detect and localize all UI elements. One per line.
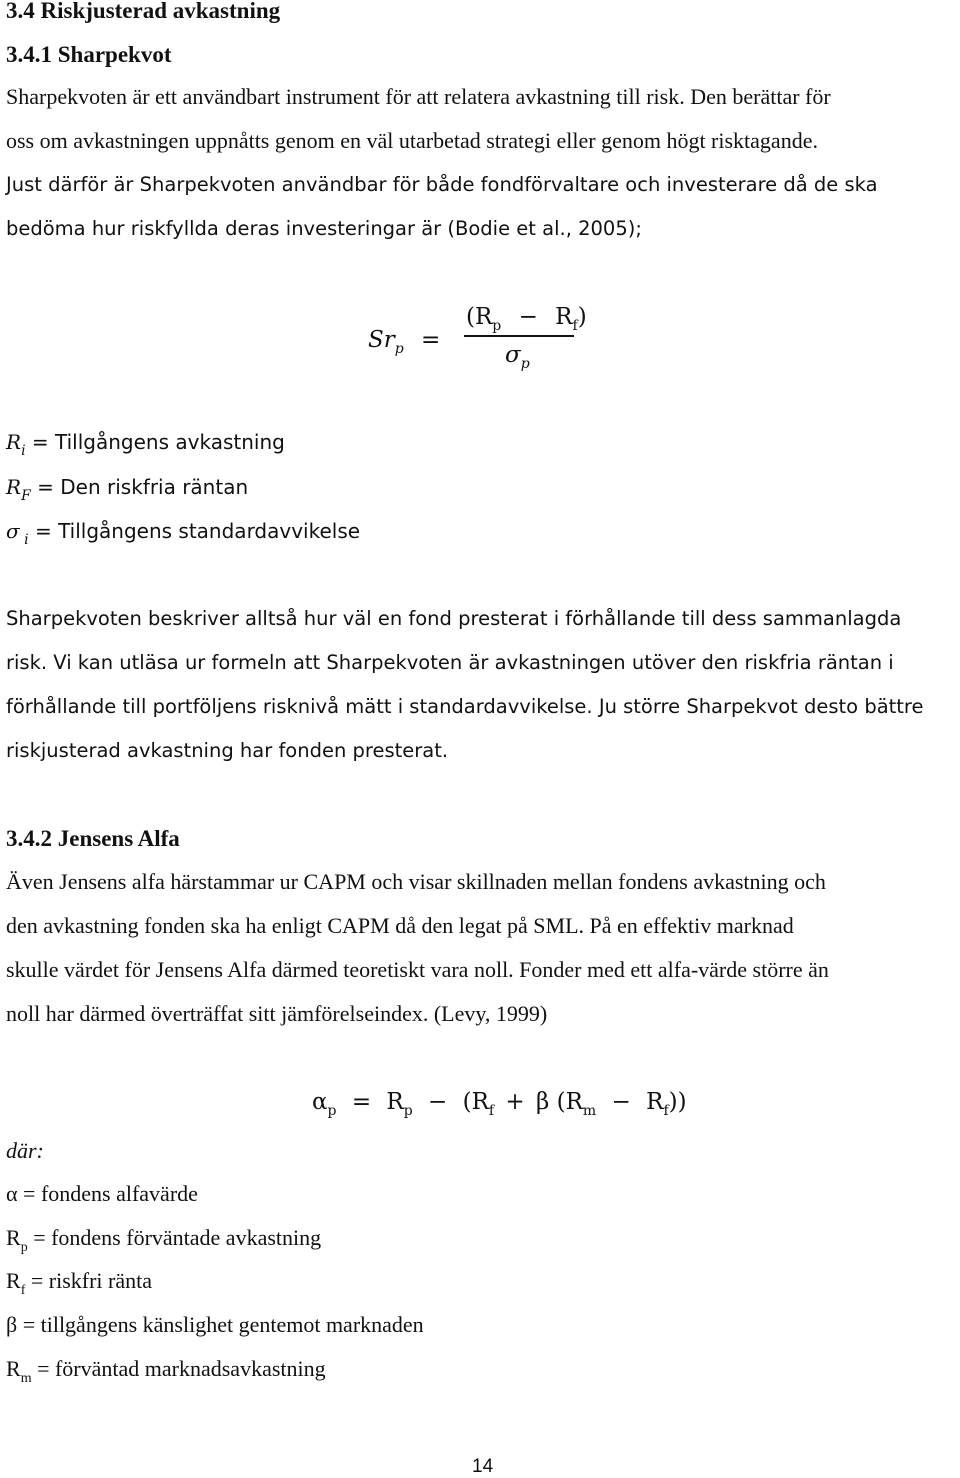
fraction-bar [464, 335, 574, 337]
sharpe-formula-lhs: $Sr_p$ = [368, 327, 441, 357]
definition-beta: β = tillgångens känslighet gentemot marknaden [6, 1312, 424, 1337]
definition-rm: $R_m$ = förväntad marknadsavkastning [6, 1356, 326, 1386]
sharpe-formula-numerator: $(R_p - R_f)$ [466, 304, 587, 334]
paragraph-line: Just därför är Sharpekvoten användbar för både fondförvaltare och investerare då de ska [6, 173, 878, 196]
definition-rf: $R_F$ = Den riskfria räntan [6, 475, 249, 504]
paragraph-line: riskjusterad avkastning har fonden presterat. [6, 739, 449, 762]
definition-ri: $R_i$ = Tillgångens avkastning [6, 430, 285, 459]
definition-alpha: α = fondens alfavärde [6, 1181, 198, 1206]
subsection-heading-jensen: 3.4.2 Jensens Alfa [6, 826, 180, 851]
paragraph-line: skulle värdet för Jensens Alfa därmed teoretiskt vara noll. Fonder med ett alfa-värde större än [6, 957, 829, 982]
paragraph-line: Sharpekvoten beskriver alltså hur väl en fond presterat i förhållande till dess sammanlagda [6, 607, 902, 630]
definition-rf-jensen: $R_f$ = riskfri ränta [6, 1268, 152, 1298]
paragraph-line: den avkastning fonden ska ha enligt CAPM då den legat på SML. På en effektiv marknad [6, 913, 794, 938]
paragraph-line: förhållande till portföljens risknivå mätt i standardavvikelse. Ju större Sharpekvot desto bättre [6, 695, 924, 718]
definition-rp: $R_p$ = fondens förväntade avkastning [6, 1225, 322, 1255]
paragraph-line: Sharpekvoten är ett användbart instrument för att relatera avkastning till risk. Den berättar för [6, 84, 831, 109]
paragraph-line: Även Jensens alfa härstammar ur CAPM och visar skillnaden mellan fondens avkastning och [6, 869, 826, 894]
dar-label: där: [6, 1138, 44, 1163]
page-number: 14 [472, 1456, 494, 1477]
section-heading: 3.4 Riskjusterad avkastning [6, 0, 281, 23]
paragraph-line: risk. Vi kan utläsa ur formeln att Sharpekvoten är avkastningen utöver den riskfria räntan i [6, 651, 894, 674]
subsection-heading-sharpe: 3.4.1 Sharpekvot [6, 42, 172, 67]
jensen-formula: $\alpha_p = R_p - (R_f + \beta$ $(R_m - R_f)$) [312, 1089, 687, 1119]
definition-sigma: σ $_i$ = Tillgångens standardavvikelse [6, 519, 361, 548]
paragraph-line: bedöma hur riskfyllda deras investeringar är (Bodie et al., 2005); [6, 217, 642, 240]
sharpe-formula-denominator: $\sigma_p$ [505, 342, 530, 372]
paragraph-line: oss om avkastningen uppnåtts genom en väl utarbetad strategi eller genom högt risktagande. [6, 128, 818, 153]
paragraph-line: noll har därmed överträffat sitt jämförelseindex. (Levy, 1999) [6, 1001, 548, 1026]
